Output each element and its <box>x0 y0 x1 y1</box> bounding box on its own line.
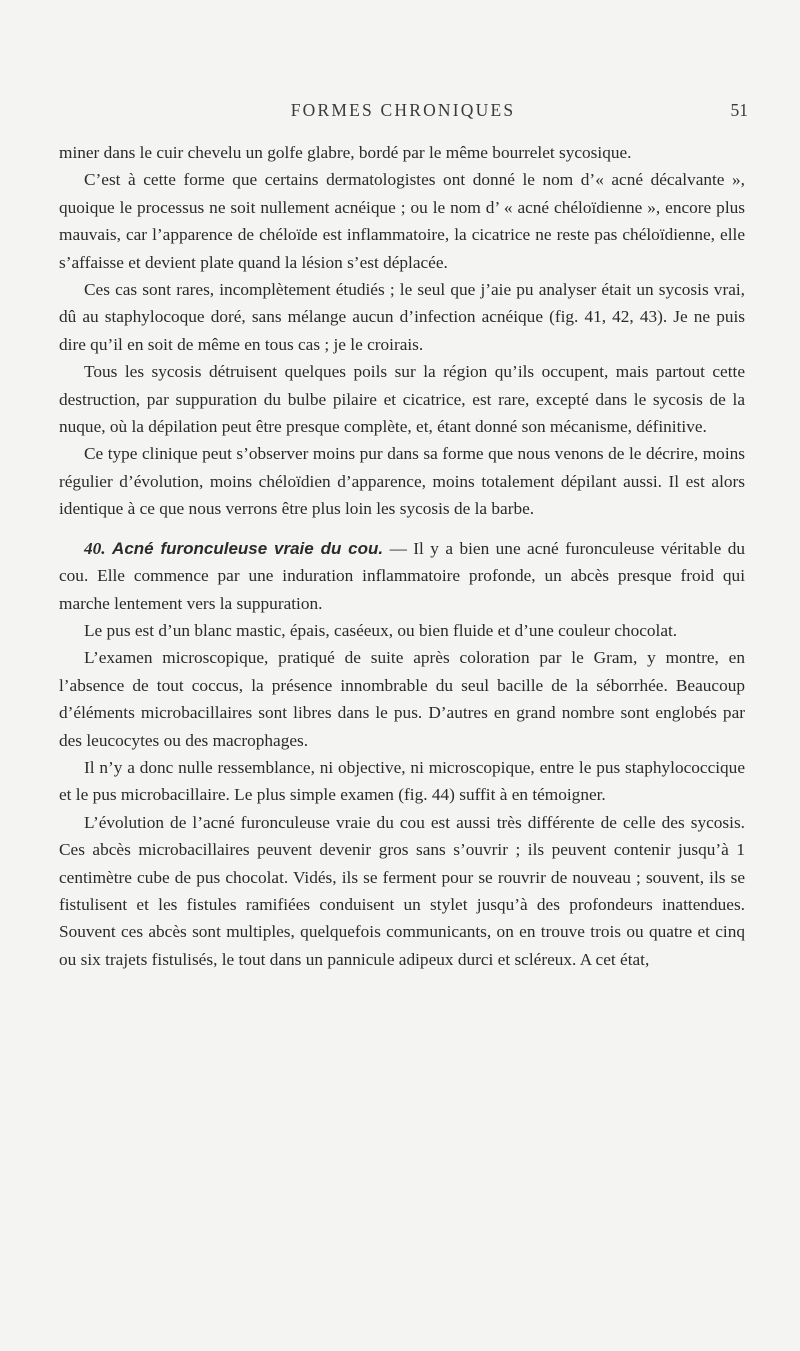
running-title: FORMES CHRONIQUES <box>290 100 516 120</box>
paragraph: Tous les sycosis détruisent quelques poils sur la région qu’ils occupent, mais partout cette destruction, par suppuration du bulbe pilaire et cicatrice, est rare, excepté dans le sycosis de la nuque, où la dépilation peut être presque complète, et, étant donné son mécanisme, définitive. <box>59 362 745 437</box>
section-title: Acné furonculeuse vraie du cou. <box>112 538 384 558</box>
body-text <box>59 139 745 973</box>
paragraph: L’évolution de l’acné furonculeuse vraie du cou est aussi très différente de celle des sycosis. Ces abcès microbacillaires peuvent devenir gros sans s’ouvrir ; ils peuvent contenir jusqu’à 1 centimètre cube de pus chocolat. Vidés, ils se ferment pour se rouvrir de nouveau ; souvent, ils se fistulisent et les fistules ramifiées conduisent un stylet jusqu’à des profondeurs inattendues. Souvent ces abcès sont multiples, quelquefois communicants, on en trouve trois ou quatre et cinq ou six trajets fistulisés, le tout dans un pannicule adipeux durci et scléreux. A cet état, <box>59 812 745 969</box>
paragraph: Il n’y a donc nulle ressemblance, ni objective, ni microscopique, entre le pus staphylococcique et le pus microbacillaire. Le plus simple examen (fig. 44) suffit à en témoigner. <box>59 757 745 805</box>
paragraph: C’est à cette forme que certains dermatologistes ont donné le nom d’« acné décalvante », quoique le processus ne soit nullement acnéique ; ou le nom d’ « acné chéloïdienne », encore plus mauvais, car l’apparence de chéloïde est inflammatoire, la cicatrice ne reste pas chéloïdienne, elle s’affaisse et devient plate quand la lésion s’est déplacée. <box>59 170 745 272</box>
paragraph: L’examen microscopique, pratiqué de suite après coloration par le Gram, y montre, en l’absence de tout coccus, la présence innombrable du seul bacille de la séborrhée. Beaucoup d’éléments microbacillaires sont libres dans le pus. D’autres en grand nombre sont englobés par des leucocytes ou des macrophages. <box>59 648 745 750</box>
section-paragraph <box>59 535 745 617</box>
paragraph-continued: miner dans le cuir chevelu un golfe glabre, bordé par le même bourrelet sycosique. <box>59 143 632 162</box>
paragraph: Ce type clinique peut s’observer moins pur dans sa forme que nous venons de le décrire, moins régulier d’évolution, moins chéloïdien d’apparence, moins totalement dépilant aussi. Il est alors identique à ce que nous verrons être plus loin les sycosis de la barbe. <box>59 444 745 519</box>
section-number: 40. <box>84 538 106 558</box>
paragraph: Ces cas sont rares, incomplètement étudiés ; le seul que j’aie pu analyser était un sycosis vrai, dû au staphylocoque doré, sans mélange aucun d’infection acnéique (fig. 41, 42, 43). Je ne puis dire qu’il en soit de même en tous cas ; je le croirais. <box>59 280 745 354</box>
paragraph: Le pus est d’un blanc mastic, épais, caséeux, ou bien fluide et d’une couleur chocolat. <box>84 620 678 640</box>
page-number: 51 <box>730 100 748 120</box>
section-lead-in: — Il y a bien une acné furonculeuse véritable du cou. Elle commence par une induration inflammatoire profonde, un abcès presque froid qui marche lentement vers la suppuration. <box>59 538 745 613</box>
running-header <box>58 100 748 128</box>
